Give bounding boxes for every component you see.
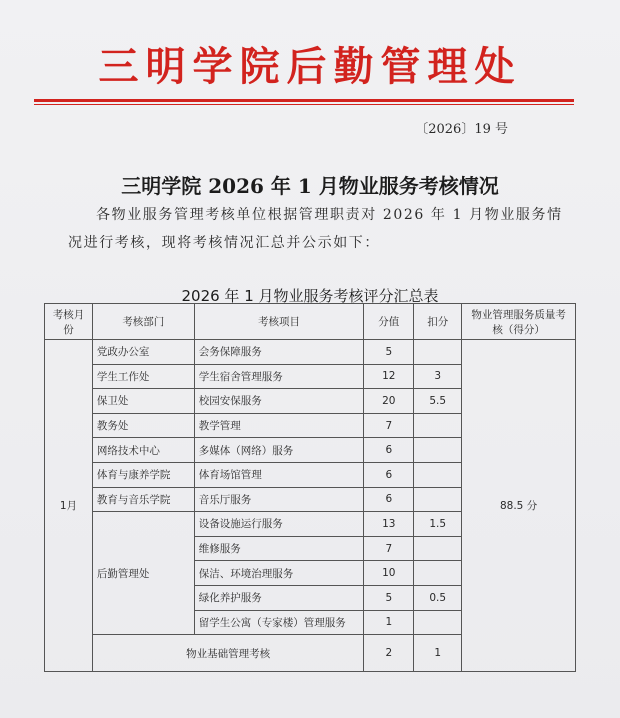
item-cell: 多媒体（网络）服务 <box>194 438 364 463</box>
dept-cell: 教务处 <box>92 413 194 438</box>
dept-cell: 党政办公室 <box>92 340 194 365</box>
deduction-cell <box>414 536 462 561</box>
score-cell: 10 <box>364 561 414 586</box>
item-cell: 体育场馆管理 <box>194 462 364 487</box>
document-number: 〔2026〕19 号 <box>415 122 508 137</box>
footer-deduction-cell: 1 <box>414 635 462 672</box>
header-dept: 考核部门 <box>92 304 194 340</box>
item-cell: 保洁、环境治理服务 <box>194 561 364 586</box>
item-cell: 绿化养护服务 <box>194 585 364 610</box>
item-cell: 校园安保服务 <box>194 389 364 414</box>
item-cell: 教学管理 <box>194 413 364 438</box>
score-cell: 12 <box>364 364 414 389</box>
item-cell: 音乐厅服务 <box>194 487 364 512</box>
score-cell: 20 <box>364 389 414 414</box>
deduction-cell: 3 <box>414 364 462 389</box>
score-cell: 6 <box>364 462 414 487</box>
footer-item-cell: 物业基础管理考核 <box>92 635 363 672</box>
score-cell: 13 <box>364 512 414 537</box>
score-cell: 5 <box>364 340 414 365</box>
deduction-cell <box>414 340 462 365</box>
dept-cell: 学生工作处 <box>92 364 194 389</box>
header-quality: 物业管理服务质量考核（得分） <box>462 304 576 340</box>
dept-cell: 体育与康养学院 <box>92 462 194 487</box>
document-title: 三明学院 2026 年 1 月物业服务考核情况 <box>121 174 499 198</box>
deduction-cell <box>414 462 462 487</box>
deduction-cell: 5.5 <box>414 389 462 414</box>
item-cell: 会务保障服务 <box>194 340 364 365</box>
month-cell: 1月 <box>45 340 93 672</box>
score-cell: 6 <box>364 438 414 463</box>
deduction-cell <box>414 610 462 635</box>
header-red-rule <box>34 99 574 102</box>
item-cell: 学生宿舍管理服务 <box>194 364 364 389</box>
deduction-cell <box>414 438 462 463</box>
footer-score-cell: 2 <box>364 635 414 672</box>
score-cell: 5 <box>364 585 414 610</box>
item-cell: 留学生公寓（专家楼）管理服务 <box>194 610 364 635</box>
item-cell: 设备设施运行服务 <box>194 512 364 537</box>
header-month: 考核月份 <box>45 304 93 340</box>
table-title: 2026 年 1 月物业服务考核评分汇总表 <box>181 287 439 305</box>
deduction-cell: 1.5 <box>414 512 462 537</box>
header-deduction: 扣分 <box>414 304 462 340</box>
header-red-rule-thin <box>34 104 574 105</box>
dept-cell: 网络技术中心 <box>92 438 194 463</box>
intro-paragraph: 各物业服务管理考核单位根据管理职责对 2026 年 1 月物业服务情况进行考核，现将考核情况汇总并公示如下： <box>68 207 563 251</box>
table-header-row <box>45 304 576 340</box>
score-cell: 7 <box>364 413 414 438</box>
deduction-cell <box>414 413 462 438</box>
item-cell: 维修服务 <box>194 536 364 561</box>
dept-cell-logistics: 后勤管理处 <box>92 512 194 635</box>
dept-cell: 教育与音乐学院 <box>92 487 194 512</box>
deduction-cell: 0.5 <box>414 585 462 610</box>
dept-cell: 保卫处 <box>92 389 194 414</box>
score-cell: 7 <box>364 536 414 561</box>
table-row <box>45 340 576 365</box>
score-cell: 1 <box>364 610 414 635</box>
score-cell: 6 <box>364 487 414 512</box>
header-score: 分值 <box>364 304 414 340</box>
header-item: 考核项目 <box>194 304 364 340</box>
total-score-cell: 88.5 分 <box>462 340 576 672</box>
score-summary-table <box>44 303 576 672</box>
deduction-cell <box>414 561 462 586</box>
deduction-cell <box>414 487 462 512</box>
organization-header: 三明学院后勤管理处 <box>98 43 522 90</box>
